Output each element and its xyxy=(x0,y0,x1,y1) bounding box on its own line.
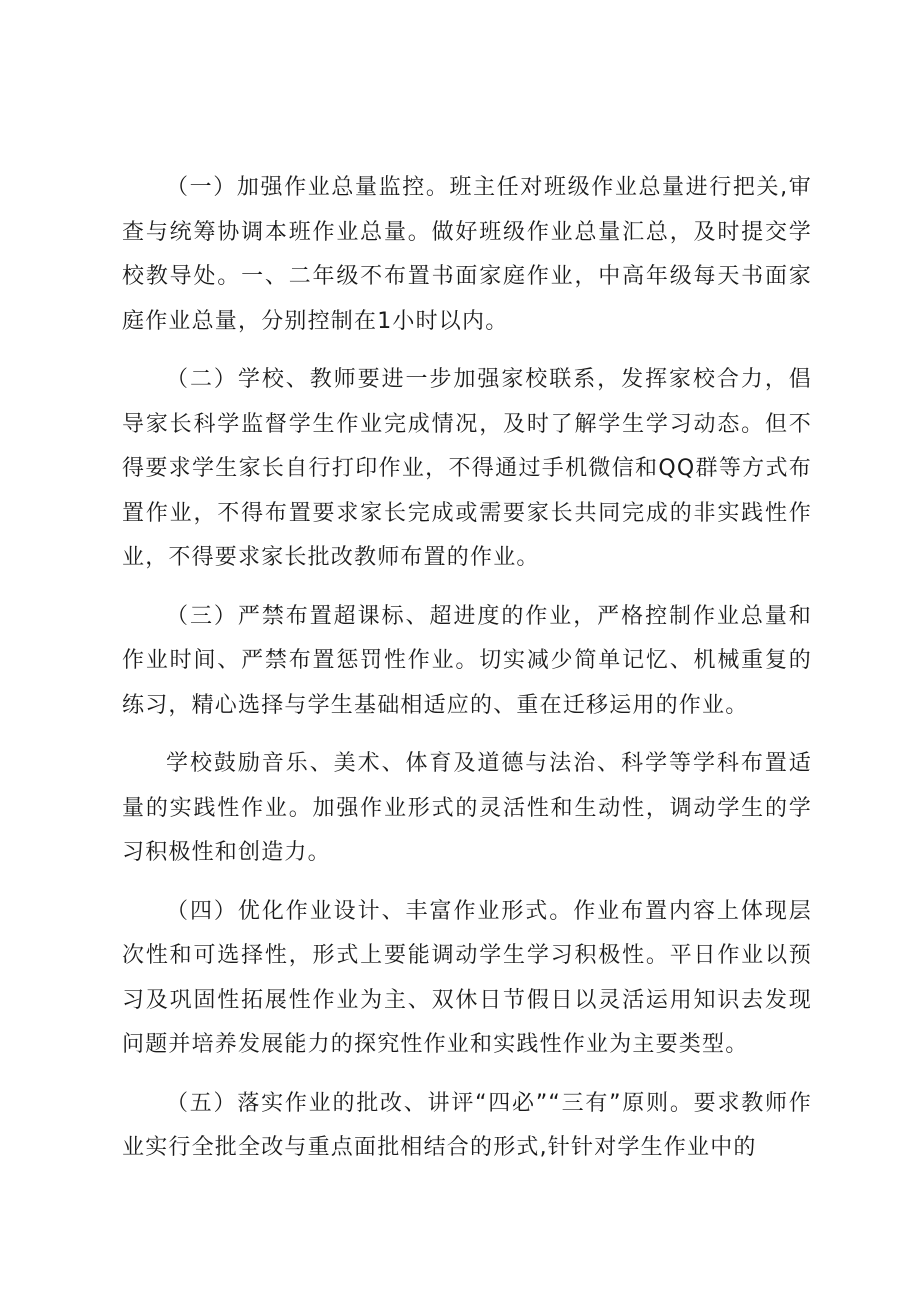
document-body xyxy=(122,166,812,1185)
paragraph-3: （三）严禁布置超课标、超进度的作业，严格控制作业总量和作业时间、严禁布置惩罚性作业。切实减少简单记忆、机械重复的练习，精心选择与学生基础相适应的、重在迁移运用的作业。 xyxy=(122,603,812,718)
paragraph-6: （五）落实作业的批改、讲评“四必”“三有”原则。要求教师作业实行全批全改与重点面批相结合的形式,针针对学生作业中的 xyxy=(122,1090,812,1160)
paragraph-4: 学校鼓励音乐、美术、体育及道德与法治、科学等学科布置适量的实践性作业。加强作业形式的灵活性和生动性，调动学生的学习积极性和创造力。 xyxy=(122,751,812,865)
paragraph-2: （二）学校、教师要进一步加强家校联系，发挥家校合力，倡导家长科学监督学生作业完成情况，及时了解学生学习动态。但不得要求学生家长自行打印作业，不得通过手机微信和QQ群等方式布置作业，不得布置要求家长完成或需要家长共同完成的非实践性作业，不得要求家长批改教师布置的作业。 xyxy=(122,367,812,570)
paragraph-5: （四）优化作业设计、丰富作业形式。作业布置内容上体现层次性和可选择性，形式上要能调动学生学习积极性。平日作业以预习及巩固性拓展性作业为主、双休日节假日以灵活运用知识去发现问题并培养发展能力的探究性作业和实践性作业为主要类型。 xyxy=(122,898,812,1057)
paragraph-1: （一）加强作业总量监控。班主任对班级作业总量进行把关,审查与统筹协调本班作业总量。做好班级作业总量汇总，及时提交学校教导处。一、二年级不布置书面家庭作业，中高年级每天书面家庭作业总量，分别控制在1小时以内。 xyxy=(122,175,812,334)
